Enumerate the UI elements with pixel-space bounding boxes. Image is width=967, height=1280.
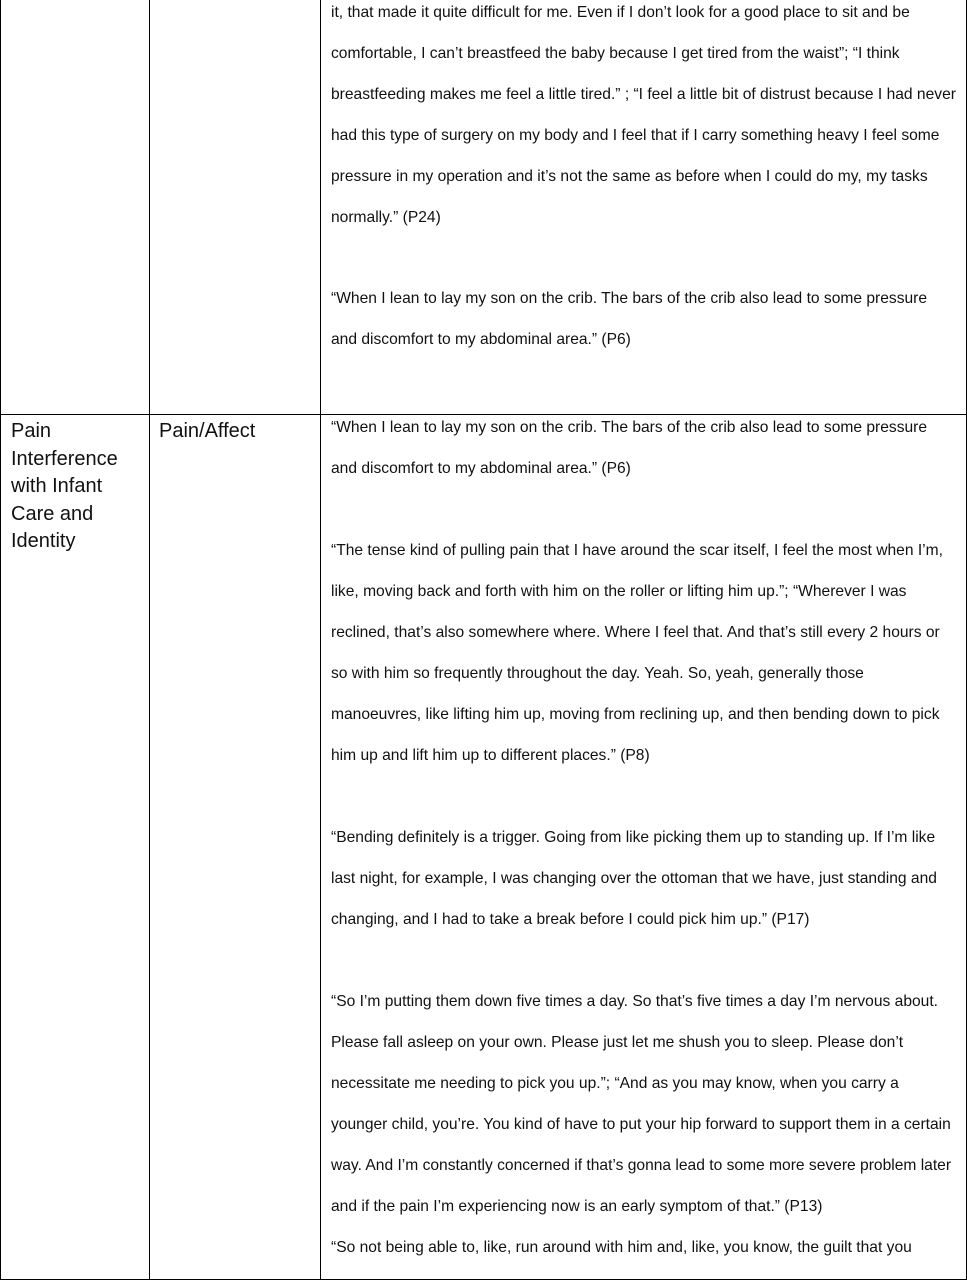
column-divider-1 xyxy=(149,0,150,1280)
quote-paragraph: “When I lean to lay my son on the crib. The bars of the crib also lead to some pressure and discomfort to my abdominal area.” (P6) xyxy=(331,290,928,348)
quote-paragraph: “So I’m putting them down five times a day. So that’s five times a day I’m nervous about. Please fall asleep on your own. Please just let me shush you to sleep. Please don’t necessitate me needing to pick you up.”; “And as you may know, when you carry a younger child, you’re. You kind of have to put your hip forward to support them in a certain way. And I’m constantly concerned if that’s gonna lead to some more severe problem later and if the pain I’m experiencing now is an early symptom of that.” (P13) xyxy=(331,993,952,1215)
quote-paragraph: “So not being able to, like, run around with him and, like, you know, the guilt that you xyxy=(331,1239,912,1256)
table-border-left xyxy=(0,0,1,1280)
quote-paragraph: it, that made it quite difficult for me. Even if I don’t look for a good place to sit and be comfortable, I can’t breastfeed the baby because I get tired from the waist”; “I think breastfeeding makes me feel a little tired.” ; “I feel a little bit of distrust because I had never had this type of surgery on my body and I feel that if I carry something heavy I feel some pressure in my operation and it’s not the same as before when I could do my, my tasks normally.” (P24) xyxy=(331,4,956,226)
quote-paragraph: “Bending definitely is a trigger. Going from like picking them up to standing up. If I’m like last night, for example, I was changing over the ottoman that we have, just standing and changing, and I had to take a break before I could pick him up.” (P17) xyxy=(331,829,937,928)
subtheme-cell: Pain/Affect xyxy=(159,420,256,442)
quote-paragraph: “The tense kind of pulling pain that I have around the scar itself, I feel the most when I’m, like, moving back and forth with him on the roller or lifting him up.”; “Wherever I was reclined, that’s also somewhere where. Where I feel that. And that’s still every 2 hours or so with him so frequently throughout the day. Yeah. So, yeah, generally those manoeuvres, like lifting him up, moving from reclining up, and then bending down to pick him up and lift him up to different places.” (P8) xyxy=(331,542,943,764)
column-divider-2 xyxy=(320,0,321,1280)
quote-paragraph: “When I lean to lay my son on the crib. The bars of the crib also lead to some pressure and discomfort to my abdominal area.” (P6) xyxy=(331,419,928,477)
theme-cell: Pain Interference with Infant Care and Identity xyxy=(11,420,118,552)
